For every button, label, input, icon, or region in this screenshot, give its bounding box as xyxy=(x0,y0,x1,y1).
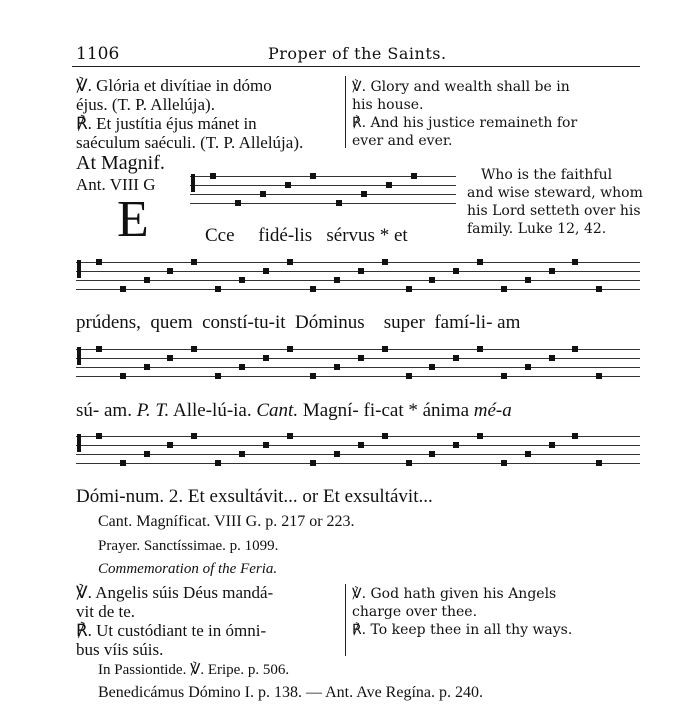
column-divider xyxy=(345,76,346,148)
text-line: ℟. To keep thee in all thy ways. xyxy=(352,622,573,638)
staff-line xyxy=(76,376,640,377)
neume xyxy=(120,373,126,379)
text-line: charge over thee. xyxy=(352,604,478,620)
neume xyxy=(167,355,173,361)
text-line: saéculum saéculi. (T. P. Allelúja). xyxy=(76,133,304,152)
column-divider xyxy=(345,584,346,656)
neume xyxy=(549,355,555,361)
commemoration: Commemoration of the Feria. xyxy=(98,561,278,577)
staff-line xyxy=(76,436,640,437)
text-line: ℟. Ut custódiant te in ómni- xyxy=(76,621,267,640)
clef xyxy=(77,347,81,365)
neume xyxy=(361,191,367,197)
neume xyxy=(96,433,102,439)
versicle-1-latin xyxy=(76,76,303,152)
neume xyxy=(406,373,412,379)
clef xyxy=(77,260,81,278)
text-line: ℣. Glory and wealth shall be in xyxy=(352,79,570,95)
text-line: ℣. Glória et divítiae in dómo xyxy=(76,76,272,95)
neume xyxy=(596,373,602,379)
neume xyxy=(235,200,241,206)
neume xyxy=(382,433,388,439)
neume xyxy=(120,286,126,292)
neume xyxy=(144,451,150,457)
neume xyxy=(477,259,483,265)
neume xyxy=(429,277,435,283)
staff-line xyxy=(76,289,640,290)
neume xyxy=(477,346,483,352)
neume xyxy=(334,451,340,457)
neume xyxy=(215,460,221,466)
clef xyxy=(191,174,195,192)
antiphon-title: At Magnif. Ant. VIII G xyxy=(76,152,165,194)
lyric-line-3: sú- am. P. T. Alle-lú-ia. Cant. Magní- fi-cat * ánima mé-a xyxy=(76,400,512,421)
prayer-reference: Prayer. Sanctíssimae. p. 1099. xyxy=(98,538,279,554)
text-line: ever and ever. xyxy=(352,133,453,149)
neume xyxy=(310,173,316,179)
passiontide-reference: In Passiontide. ℣. Eripe. p. 506. xyxy=(98,662,290,678)
neume xyxy=(210,173,216,179)
neume xyxy=(477,433,483,439)
neume xyxy=(144,277,150,283)
neume xyxy=(406,460,412,466)
neume xyxy=(549,268,555,274)
neume xyxy=(382,346,388,352)
neume xyxy=(382,259,388,265)
neume xyxy=(453,268,459,274)
neume xyxy=(215,373,221,379)
neume xyxy=(525,364,531,370)
neume xyxy=(386,182,392,188)
staff-line xyxy=(76,349,640,350)
neume xyxy=(501,286,507,292)
neume xyxy=(239,364,245,370)
neume xyxy=(453,355,459,361)
neume xyxy=(596,460,602,466)
staff-line xyxy=(190,185,456,186)
neume xyxy=(525,277,531,283)
staff-line xyxy=(76,280,640,281)
text-line: éjus. (T. P. Allelúja). xyxy=(76,95,215,114)
neume xyxy=(263,355,269,361)
neume xyxy=(549,442,555,448)
neume xyxy=(358,268,364,274)
neume xyxy=(215,286,221,292)
neume xyxy=(120,460,126,466)
neume xyxy=(96,346,102,352)
neume xyxy=(429,364,435,370)
clef xyxy=(77,434,81,452)
neume xyxy=(167,442,173,448)
text-line: ℟. And his justice remaineth for xyxy=(352,115,578,131)
text-line: vit de te. xyxy=(76,602,136,621)
neume xyxy=(260,191,266,197)
staff-line xyxy=(76,454,640,455)
neume xyxy=(96,259,102,265)
initial-letter: E xyxy=(117,191,149,248)
staff-line xyxy=(76,463,640,464)
neume xyxy=(406,286,412,292)
neume xyxy=(358,442,364,448)
staff-line xyxy=(76,367,640,368)
staff-line xyxy=(190,203,456,204)
neume xyxy=(287,346,293,352)
text-line: ℣. God hath given his Angels xyxy=(352,586,557,602)
neume xyxy=(334,277,340,283)
neume xyxy=(285,182,291,188)
neume xyxy=(287,259,293,265)
neume xyxy=(336,200,342,206)
cant-reference: Cant. Magníficat. VIII G. p. 217 or 223. xyxy=(98,513,355,530)
neume xyxy=(167,268,173,274)
text-line: bus víis súis. xyxy=(76,640,164,659)
neume xyxy=(263,442,269,448)
neume xyxy=(411,173,417,179)
neume xyxy=(191,346,197,352)
benedicamus-reference: Benedicámus Dómino I. p. 138. — Ant. Ave Regína. p. 240. xyxy=(98,684,483,701)
text-line: ℣. Angelis súis Déus mandá- xyxy=(76,583,274,602)
running-title: Proper of the Saints. xyxy=(268,44,447,63)
neume xyxy=(572,259,578,265)
neume xyxy=(572,433,578,439)
versicle-1-english xyxy=(352,78,577,150)
neume xyxy=(310,373,316,379)
neume xyxy=(596,286,602,292)
neume xyxy=(310,286,316,292)
neume xyxy=(429,451,435,457)
staff-line xyxy=(76,262,640,263)
neume xyxy=(191,259,197,265)
neume xyxy=(239,451,245,457)
versicle-2-latin xyxy=(76,583,273,659)
neume xyxy=(239,277,245,283)
neume xyxy=(525,451,531,457)
closing-lyric: Dómi-num. 2. Et exsultávit... or Et exsultávit... xyxy=(76,486,433,507)
neume xyxy=(453,442,459,448)
neume xyxy=(501,460,507,466)
side-note: Who is the faithful and wise steward, whom his Lord setteth over his family. Luke 12, 42. xyxy=(467,167,643,237)
neume xyxy=(501,373,507,379)
lyric-line-2: prúdens, quem constí-tu-it Dóminus super famí-li- am xyxy=(76,312,521,333)
versicle-2-english xyxy=(352,585,572,639)
neume xyxy=(358,355,364,361)
neume xyxy=(263,268,269,274)
lyric-line-1: Cce fidé-lis sérvus * et xyxy=(205,225,408,246)
neume xyxy=(287,433,293,439)
neume xyxy=(572,346,578,352)
neume xyxy=(310,460,316,466)
neume xyxy=(191,433,197,439)
neume xyxy=(144,364,150,370)
text-line: his house. xyxy=(352,97,424,113)
header-rule xyxy=(72,66,640,67)
page-number: 1106 xyxy=(76,44,120,64)
neume xyxy=(334,364,340,370)
text-line: ℟. Et justítia éjus mánet in xyxy=(76,114,257,133)
staff-line xyxy=(190,194,456,195)
